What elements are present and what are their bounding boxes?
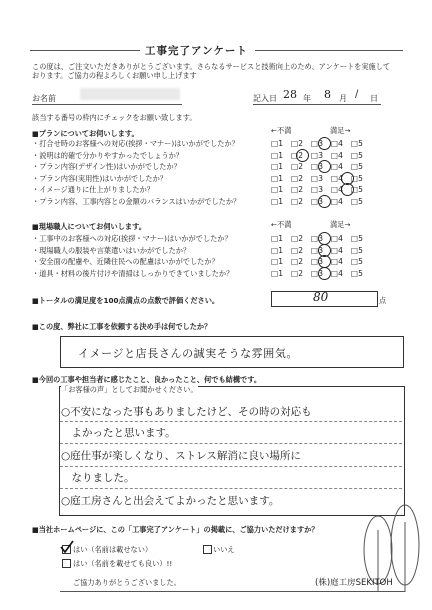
name-underline [32, 104, 182, 105]
date-day: / [355, 89, 359, 100]
comment-line [60, 443, 402, 444]
form-title: 工事完了アンケート [145, 45, 248, 57]
title-rule-left [30, 50, 140, 51]
plan_section-rating-scale-2[interactable]: □1 □2 □3 □4 □5 [271, 150, 364, 160]
plan_section-question-3: ・プラン内容(デザイン性)はいかがでしたか？ [32, 162, 181, 172]
comment-text: よかったと思います。 [61, 427, 176, 439]
plan_section-selected-rating-2 [296, 149, 309, 162]
plan_section-question-4: ・プラン内容(実用性)はいかがでしたか？ [32, 173, 167, 183]
site_section-rating-scale-2[interactable]: □1 □2 □3 □4 □5 [271, 245, 364, 255]
voice-label: 「お客様の声」としてお聞かせください。 [61, 385, 198, 394]
plan_section-question-5: ・イメージ通りに仕上がりましたか？ [32, 185, 154, 195]
site-heading: ■現場職人についてお伺いします。 [32, 222, 146, 231]
date-label: 記入日 [253, 94, 277, 103]
total-score-value: 80 [313, 290, 329, 304]
site-scale-low: ←不満 [271, 220, 292, 229]
plan_section-selected-rating-5 [341, 183, 354, 196]
total-label: ■トータルの満足度を100点満点の点数で評価ください。 [32, 296, 220, 305]
date-month: 8 [324, 88, 331, 101]
plan_section-rating-scale-6[interactable]: □1 □2 □3 □4 □5 [271, 197, 364, 206]
plan_section-selected-rating-1 [318, 137, 331, 150]
site_section-question-4: ・道具・材料の後片付けや清掃はしっかりできていましたか？ [32, 268, 234, 278]
plan_section-rating-scale-4[interactable]: □1 □2 □3 □4 □5 [271, 173, 364, 183]
plan-heading: ■プランについてお伺いします。 [32, 129, 139, 138]
publish-heading: ■当社ホームページに、この「工事完了アンケート」の掲載に、ご協力いただけますか？ [32, 525, 319, 534]
publish-option-2-checkbox[interactable] [62, 559, 71, 568]
instruction: 該当する番号の枠内にチェックをお願い致します。 [32, 113, 197, 122]
decision-answer: イメージと店長さんの誠実そうな雰囲気。 [78, 347, 299, 360]
plan_section-rating-scale-5[interactable]: □1 □2 □3 □4 □5 [271, 185, 364, 195]
footer-rule [60, 591, 405, 592]
site_section-rating-scale-3[interactable]: □1 □2 □3 □4 □5 [271, 257, 364, 267]
decision-heading: ■この度、弊社に工事を依頼する決め手は何でしたか？ [32, 322, 212, 331]
comment-text: ○不安になった事もありましたけど、その時の対応も [61, 406, 312, 418]
company-name: (株)庭工房SEKITOH [315, 578, 393, 588]
intro-line-2: おります。ご協力の程よろしくお願い申し上げます [32, 71, 197, 80]
comment-line [60, 466, 402, 467]
plan_section-rating-scale-3[interactable]: □1 □2 □3 □4 □5 [271, 162, 364, 172]
plan-scale-low: ←不満 [271, 126, 292, 135]
name-blurred [80, 88, 180, 100]
plan_section-question-2: ・説明は的確で分かりやすかったでしょうか？ [32, 150, 183, 160]
plan_section-question-6: ・プラン内容、工事内容との金額のバランスはいかがでしたか？ [32, 197, 241, 206]
plan_section-question-1: ・打合せ時のお客様への対応(挨拶・マナー)はいかがでしたか？ [32, 139, 239, 148]
site_section-selected-rating-4 [318, 267, 331, 280]
comment-text: ○庭工房さんと出会えてよかったと思います。 [61, 495, 280, 507]
check-mark-icon [60, 540, 74, 554]
comment-line [60, 488, 402, 489]
site_section-question-3: ・安全面の配慮や、近隣住民への配慮はいかがでしたか？ [32, 257, 219, 267]
publish-option-2-label: はい（名前を載せても良い）!! [73, 559, 173, 568]
comments-heading: ■今回の工事や担当者に感じたこと、良かったこと、何でも結構です。 [32, 375, 262, 384]
intro-line-1: この度は、ご注文いただきありがとうございます。さらなるサービスと技術向上のため、アンケートを実施して [32, 62, 391, 71]
name-label: お名前 [32, 94, 56, 103]
site-scale-high: 満足→ [330, 220, 351, 229]
site_section-rating-scale-1[interactable]: □1 □2 □3 □4 □5 [271, 234, 364, 243]
comment-text: なりました。 [61, 472, 135, 484]
date-underline [253, 104, 381, 105]
date-year-unit: 年 [303, 94, 311, 103]
publish-option-3-label: いいえ [213, 545, 235, 554]
title-rule-right [255, 50, 403, 51]
date-day-unit: 日 [370, 94, 378, 103]
site_section-question-2: ・現場職人の服装や言葉遣いはいかがでしたか？ [32, 245, 191, 255]
site_section-rating-scale-4[interactable]: □1 □2 □3 □4 □5 [271, 268, 364, 278]
plan_section-selected-rating-3 [318, 160, 331, 173]
date-year: 28 [283, 88, 297, 101]
plan_section-selected-rating-6 [318, 195, 331, 208]
date-month-unit: 月 [339, 94, 347, 103]
total-unit: 点 [379, 296, 387, 305]
publish-option-1-label: はい（名前は載せない） [73, 545, 153, 554]
publish-option-3-checkbox[interactable] [203, 545, 212, 554]
site_section-question-1: ・工事中のお客様への対応(挨拶・マナー)はいかがでしたか？ [32, 234, 232, 243]
comment-text: ○庭仕事が楽しくなり、ストレス解消に良い場所に [61, 450, 301, 462]
plan-scale-high: 満足→ [330, 126, 351, 135]
comment-line [60, 421, 402, 422]
thanks-text: ご協力ありがとうございました。 [73, 578, 181, 587]
plan_section-rating-scale-1[interactable]: □1 □2 □3 □4 □5 [271, 139, 364, 148]
